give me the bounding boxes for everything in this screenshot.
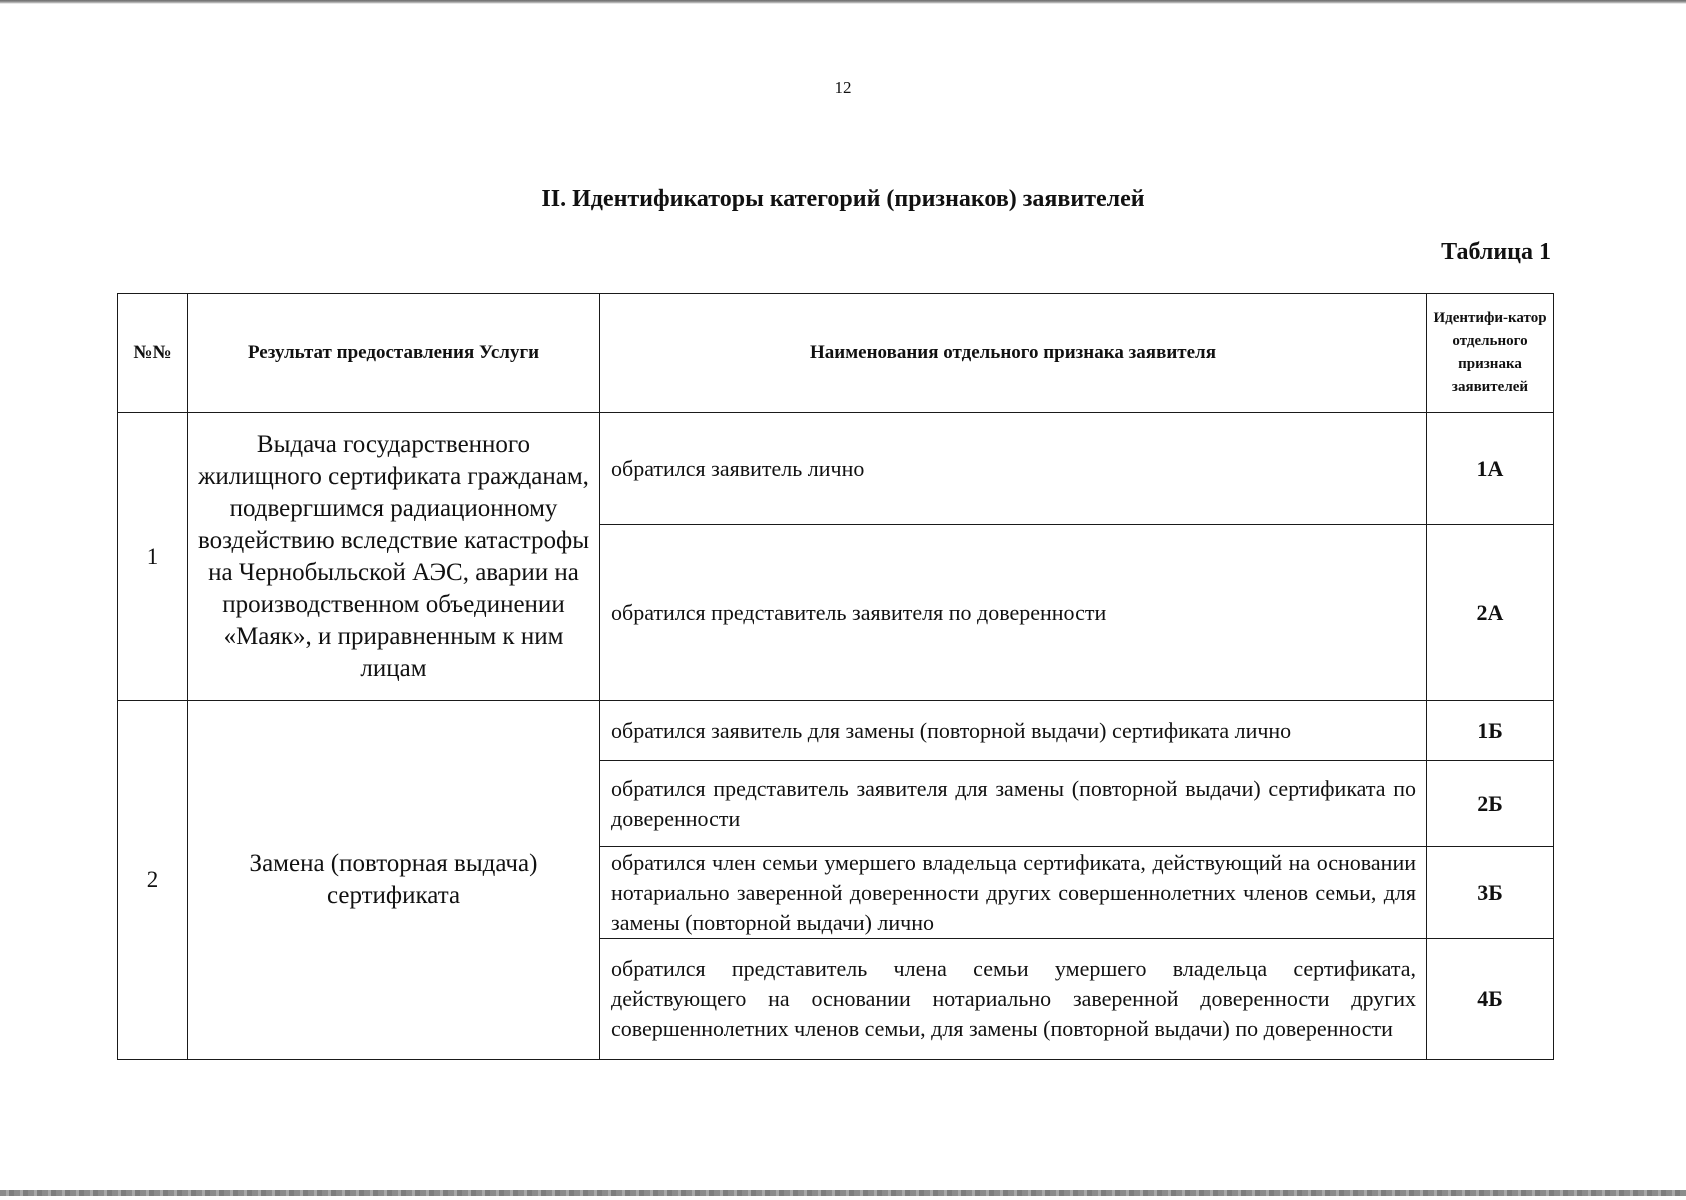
- header-identifier: Идентифи-катор отдельного признака заявителей: [1427, 294, 1554, 413]
- identifier-code: 2Б: [1427, 761, 1554, 847]
- scan-edge-top: [0, 0, 1686, 4]
- section-title: II. Идентификаторы категорий (признаков) заявителей: [541, 186, 1145, 212]
- table-row: [118, 701, 1554, 761]
- scan-edge-bottom: [0, 1190, 1686, 1196]
- group-number: 1: [118, 413, 188, 701]
- header-result: Результат предоставления Услуги: [188, 294, 600, 413]
- identifier-code: 1Б: [1427, 701, 1554, 761]
- header-criterion: Наименования отдельного признака заявителя: [600, 294, 1427, 413]
- table-row: [118, 413, 1554, 525]
- identifier-code: 4Б: [1427, 939, 1554, 1060]
- criterion-cell: обратился член семьи умершего владельца сертификата, действующий на основании нотариально заверенной доверенности других совершеннолетних членов семьи, для замены (повторной выдачи) лично: [600, 847, 1427, 939]
- group-number: 2: [118, 701, 188, 1060]
- service-result: Замена (повторная выдача) сертификата: [188, 701, 600, 1060]
- identifier-code: 1А: [1427, 413, 1554, 525]
- applicant-category-table: [117, 293, 1554, 1060]
- page-number: 12: [834, 78, 852, 97]
- table-header-row: [118, 294, 1554, 413]
- table-label: Таблица 1: [1441, 239, 1551, 265]
- identifier-code: 2А: [1427, 525, 1554, 701]
- criterion-cell: обратился заявитель лично: [600, 413, 1427, 525]
- criterion-cell: обратился представитель члена семьи умершего владельца сертификата, действующего на основании нотариально заверенной доверенности других совершеннолетних членов семьи, для замены (повторной выдачи) по доверенности: [600, 939, 1427, 1060]
- criterion-cell: обратился представитель заявителя для замены (повторной выдачи) сертификата по доверенности: [600, 761, 1427, 847]
- criterion-cell: обратился представитель заявителя по доверенности: [600, 525, 1427, 701]
- identifier-code: 3Б: [1427, 847, 1554, 939]
- header-num: №№: [118, 294, 188, 413]
- service-result: Выдача государственного жилищного сертификата гражданам, подвергшимся радиационному воздействию вследствие катастрофы на Чернобыльской АЭС, аварии на производственном объединении «Маяк», и приравненным к ним лицам: [188, 413, 600, 701]
- criterion-cell: обратился заявитель для замены (повторной выдачи) сертификата лично: [600, 701, 1427, 761]
